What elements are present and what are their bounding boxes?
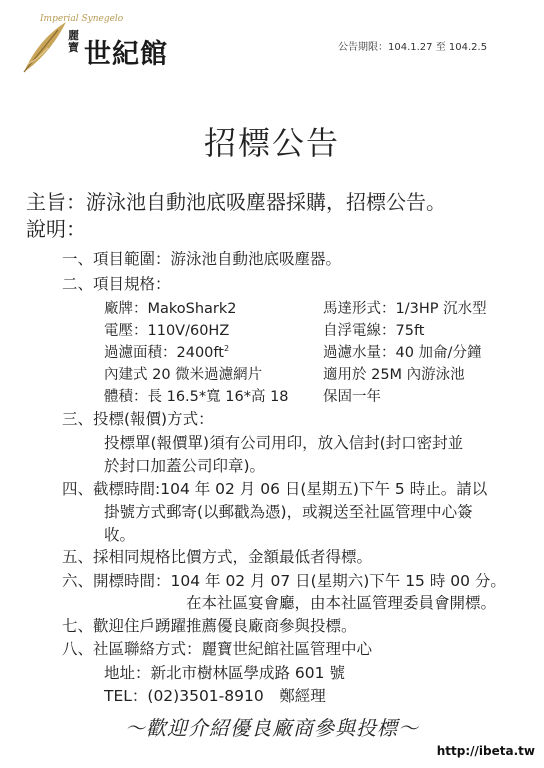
explain-label: 說明： — [26, 217, 86, 241]
item-scope: 一、項目範圍：游泳池自動池底吸塵器。 — [62, 250, 342, 268]
spec-filter-area — [104, 341, 229, 362]
item-bid-method-line1: 投標單(報價單)須有公司用印，放入信封(封口密封並 — [104, 434, 464, 452]
notice-period: 公告期限：104.1.27 至 104.2.5 — [338, 42, 488, 53]
spec-voltage: 電壓：110V/60HZ — [104, 323, 230, 339]
spec-mesh: 內建式 20 微米過濾網片 — [104, 367, 263, 383]
item-comparison: 五、採相同規格比價方式，金額最低者得標。 — [62, 548, 373, 566]
spec-brand: 廠牌：MakoShark2 — [104, 301, 237, 317]
logo-small-text: 麗寶 — [68, 29, 79, 54]
watermark: http://ibeta.tw — [434, 743, 538, 759]
item-contact: 八、社區聯絡方式：麗寶世紀館社區管理中心 — [62, 640, 373, 658]
spec-pool: 適用於 25M 內游泳池 — [323, 367, 465, 383]
spec-filter-area-text: 過濾面積：2400ft — [104, 345, 224, 361]
spec-size: 體積：長 16.5*寬 16*高 18 — [104, 389, 289, 405]
item-opening-time: 六、開標時間：104 年 02 月 07 日(星期六)下午 15 時 00 分。 — [62, 572, 506, 590]
subject-line: 主旨：游泳池自動池底吸塵器採購，招標公告。 — [26, 190, 446, 214]
logo-script-text: Imperial Synegelo — [40, 14, 124, 24]
item-bid-method-line2: 於封口加蓋公司印章)。 — [104, 457, 266, 475]
logo-brand-text: 世紀館 — [84, 39, 168, 70]
spec-flow: 過濾水量：40 加侖/分鐘 — [323, 345, 482, 361]
page-title: 招標公告 — [203, 124, 340, 162]
item-opening-place: 在本社區宴會廳，由本社區管理委員會開標。 — [186, 594, 497, 612]
spec-cable: 自浮電線：75ft — [323, 323, 425, 339]
spec-warranty: 保固一年 — [323, 389, 381, 405]
spec-motor: 馬達形式：1/3HP 沉水型 — [323, 301, 487, 317]
item-contact-phone: TEL：(02)3501-8910 鄭經理 — [104, 687, 326, 705]
closing-welcome: ～歡迎介紹優良廠商參與投標～ — [125, 716, 419, 740]
item-spec-heading: 二、項目規格： — [62, 275, 171, 293]
item-contact-address: 地址：新北市樹林區學成路 601 號 — [104, 664, 345, 682]
item-bid-method: 三、投標(報價)方式： — [62, 410, 214, 428]
spec-filter-area-sup: 2 — [223, 344, 230, 354]
item-welcome-residents: 七、歡迎住戶踴躍推薦優良廠商參與投標。 — [62, 617, 357, 635]
item-deadline-line2: 收。 — [104, 526, 136, 544]
item-deadline: 四、截標時間:104 年 02 月 06 日(星期五)下午 5 時止。請以 — [62, 480, 488, 498]
item-deadline-line1: 掛號方式郵寄(以郵戳為憑)，或親送至社區管理中心簽 — [104, 503, 473, 521]
